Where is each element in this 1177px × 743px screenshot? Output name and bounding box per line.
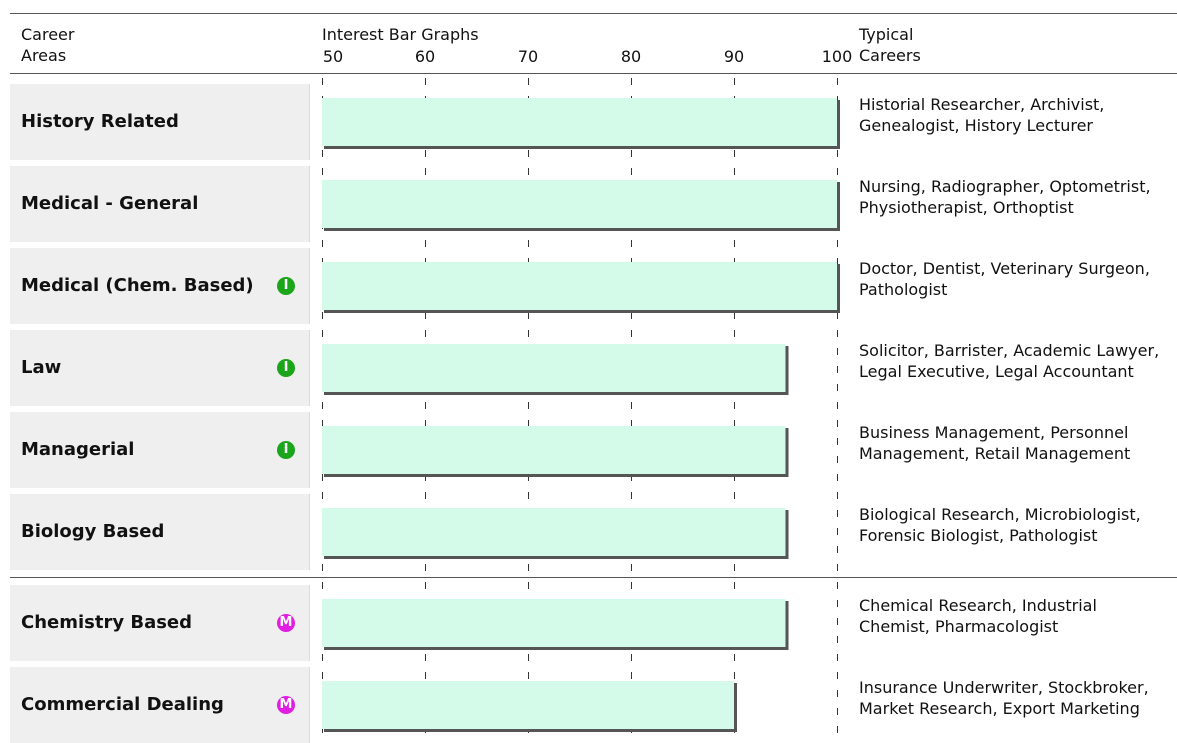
career-area-label: Chemistry Based [21,612,193,633]
career-area-cell [10,494,310,570]
typical-careers-cell [859,595,1177,637]
career-area-cell [10,84,310,160]
career-line: Nursing, Radiographer, Optometrist, [859,177,1151,196]
bar-fill [322,426,786,474]
career-area-label: Biology Based [21,521,165,542]
career-line: Pathologist [859,280,948,299]
x-tick-label: 80 [620,47,642,66]
career-area-label: Commercial Dealing [21,694,224,715]
career-line: Biological Research, Microbiologist, [859,505,1141,524]
career-line: Physiotherapist, Orthoptist [859,198,1074,217]
bar [322,426,787,476]
typical-careers-cell [859,340,1177,382]
x-tick-label: 60 [414,47,436,66]
typical-careers-cell [859,258,1177,300]
career-area-cell [10,667,310,743]
bar [322,599,787,649]
bar [322,180,839,230]
career-line: Doctor, Dentist, Veterinary Surgeon, [859,259,1150,278]
career-line: Chemist, Pharmacologist [859,617,1059,636]
badge-i-icon: I [277,277,295,295]
typical-careers-cell [859,422,1177,464]
career-line: Management, Retail Management [859,444,1131,463]
header-interest-label: Interest Bar Graphs [322,25,479,44]
x-tick-label: 50 [322,47,344,66]
typical-careers-cell [859,504,1177,546]
career-line: Legal Executive, Legal Accountant [859,362,1134,381]
career-area-cell [10,248,310,324]
career-line: Forensic Biologist, Pathologist [859,526,1098,545]
career-area-cell [10,412,310,488]
bar-fill [322,599,786,647]
career-line: Solicitor, Barrister, Academic Lawyer, [859,341,1160,360]
badge-m-icon: M [277,696,295,714]
badge-i-icon: I [277,359,295,377]
career-line: Genealogist, History Lecturer [859,116,1093,135]
career-line: Business Management, Personnel [859,423,1129,442]
career-area-label: Law [21,357,62,378]
bar [322,98,839,148]
header-typical-label: Typical [859,25,914,44]
bar [322,344,787,394]
header-careers-label: Careers [859,46,921,65]
bar-fill [322,508,786,556]
career-area-cell [10,166,310,242]
typical-careers-cell [859,677,1177,719]
bar-fill [322,98,837,146]
career-area-label: History Related [21,111,179,132]
career-area-label: Medical (Chem. Based) [21,275,254,296]
header-areas-label: Areas [21,46,67,65]
bar [322,508,787,558]
bar-fill [322,180,837,228]
career-line: Chemical Research, Industrial [859,596,1097,615]
header-career-label: Career [21,25,75,44]
badge-i-icon: I [277,441,295,459]
career-line: Insurance Underwriter, Stockbroker, [859,678,1149,697]
bar-fill [322,262,837,310]
typical-careers-cell [859,94,1177,136]
x-tick-label: 90 [723,47,745,66]
badge-m-icon: M [277,614,295,632]
bar-fill [322,344,786,392]
career-area-label: Managerial [21,439,135,460]
bar [322,681,736,731]
bar-fill [322,681,734,729]
bar [322,262,839,312]
career-line: Historial Researcher, Archivist, [859,95,1105,114]
x-tick-label: 70 [517,47,539,66]
career-line: Market Research, Export Marketing [859,699,1140,718]
career-area-cell [10,585,310,661]
typical-careers-cell [859,176,1177,218]
career-area-label: Medical - General [21,193,199,214]
career-area-cell [10,330,310,406]
x-tick-label: 100 [821,47,853,66]
